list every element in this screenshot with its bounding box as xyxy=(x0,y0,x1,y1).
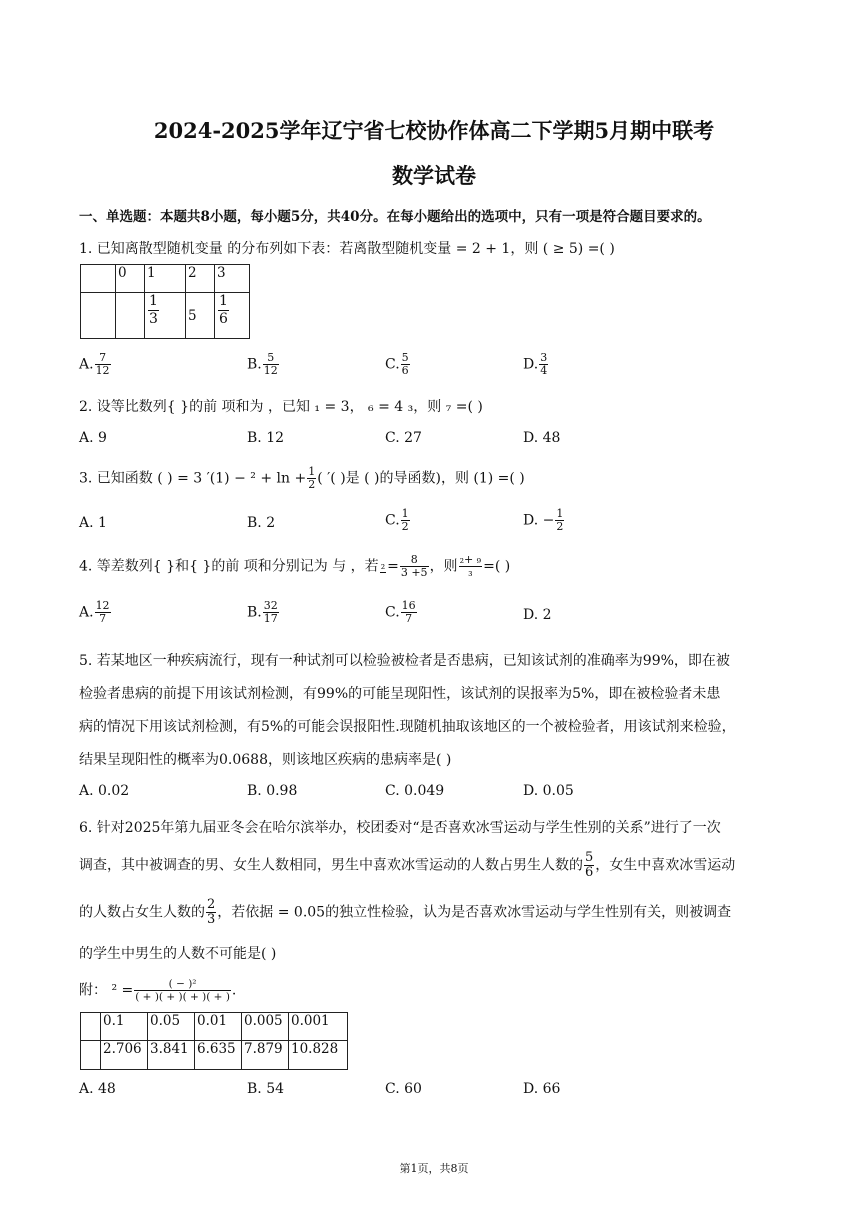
table-cell: 5 xyxy=(186,293,215,339)
q5-line-4: 结果呈现阳性的概率为0.0688，则该地区疾病的患病率是( ) xyxy=(79,752,452,768)
fraction-denominator: 3 xyxy=(149,311,158,327)
q4-option-c: C. $\frac{16}{7}$ xyxy=(385,599,416,625)
q6-line-4: 的学生中男生的人数不可能是( ) xyxy=(79,946,277,962)
table-cell: 3 xyxy=(215,265,250,293)
q2-option-a: A. 9 xyxy=(79,430,107,446)
q1-option-c: C. $\frac{5}{6}$ xyxy=(385,351,409,377)
q6-option-d: D. 66 xyxy=(523,1081,561,1097)
q5-option-b: B. 0.98 xyxy=(247,783,298,799)
q5-option-a: A. 0.02 xyxy=(79,783,130,799)
q1-stem: 1. 已知离散型随机变量 的分布列如下表：若离散型随机变量 = 2 + 1，则 ( ≥ 5) =( ) xyxy=(79,241,615,257)
q3-option-d: D. − $\frac{1}{2}$ xyxy=(523,507,564,533)
q2-option-c: C. 27 xyxy=(385,430,422,446)
q1-option-d: D. $\frac{3}{4}$ xyxy=(523,351,548,377)
q2-option-d: D. 48 xyxy=(523,430,561,446)
table-cell: 10.828 xyxy=(289,1041,348,1070)
fraction-numerator: 1 xyxy=(219,293,228,309)
q3-stem: 3. 已知函数 ( ) = 3 ′(1) − ² + ln + $\frac{1}{2}$ ( ′( )是 ( )的导函数)，则 (1) =( ) xyxy=(79,465,525,491)
q6-formula: 附： ² = $\frac{\text{( − )²}}{( + )( + )( + )( + )}$ . xyxy=(79,978,237,1003)
q6-line-1: 6. 针对2025年第九届亚冬会在哈尔滨举办，校团委对“是否喜欢冰雪运动与学生性别的关系”进行了一次 xyxy=(79,820,721,836)
q5-option-d: D. 0.05 xyxy=(523,783,574,799)
q4-option-d: D. 2 xyxy=(523,607,552,623)
table-cell: 0.1 xyxy=(101,1013,148,1041)
q3-option-a: A. 1 xyxy=(79,515,107,531)
q6-option-c: C. 60 xyxy=(385,1081,422,1097)
table-cell: 0 xyxy=(116,265,145,293)
q3-option-b: B. 2 xyxy=(247,515,276,531)
q1-option-b: B. $\frac{5}{12}$ xyxy=(247,351,278,377)
page-subtitle: 数学试卷 xyxy=(392,163,476,188)
table-cell xyxy=(145,293,186,339)
table-cell: 0.05 xyxy=(148,1013,195,1041)
table-cell: 0.005 xyxy=(242,1013,289,1041)
q5-line-3: 病的情况下用该试剂检测，有5%的可能会误报阳性.现随机抽取该地区的一个被检验者，用该试剂来检验， xyxy=(79,719,736,735)
table-cell xyxy=(81,1013,101,1041)
table-cell: 2.706 xyxy=(101,1041,148,1070)
q4-option-b: B. $\frac{32}{17}$ xyxy=(247,599,278,625)
q2-option-b: B. 12 xyxy=(247,430,285,446)
table-cell: 0.01 xyxy=(195,1013,242,1041)
q6-line-3: 的人数占女生人数的 $\frac{2}{3}$ ，若依据 = 0.05的独立性检验，认为是否喜欢冰雪运动与学生性别有关，则被调查 xyxy=(79,897,732,927)
q1-option-a: A. $\frac{7}{12}$ xyxy=(79,351,110,377)
page-title: 2024-2025学年辽宁省七校协作体高二下学期5月期中联考 xyxy=(153,118,715,143)
table-cell xyxy=(81,1041,101,1070)
q5-option-c: C. 0.049 xyxy=(385,783,445,799)
q4-option-a: A. $\frac{12}{7}$ xyxy=(79,599,110,625)
table-cell: 1 xyxy=(145,265,186,293)
q1-distribution-table xyxy=(80,264,250,339)
table-cell: 6.635 xyxy=(195,1041,242,1070)
q3-option-c: C. $\frac{1}{2}$ xyxy=(385,507,409,533)
table-cell xyxy=(81,293,116,339)
table-cell xyxy=(215,293,250,339)
q4-stem: 4. 等差数列{ }和{ }的前 项和分别记为 与 ，若 ₂ = $\frac{8}{3 +5}$ ，则 $\frac{\text{₂+ ₉}}{\text{₃}}$ =( ) xyxy=(79,553,511,579)
q6-line-2: 调查，其中被调查的男、女生人数相同，男生中喜欢冰雪运动的人数占男生人数的 $\frac{5}{6}$ ，女生中喜欢冰雪运动 xyxy=(79,850,736,880)
section-heading: 一、单选题：本题共8小题，每小题5分，共40分。在每小题给出的选项中，只有一项是符合题目要求的。 xyxy=(79,209,711,225)
q2-stem: 2. 设等比数列{ }的前 项和为 ，已知 ₁ = 3， ₆ = 4 ₃，则 ₇ =( ) xyxy=(79,399,483,415)
table-cell: 2 xyxy=(186,265,215,293)
fraction-numerator: 1 xyxy=(149,293,158,309)
table-cell: 0.001 xyxy=(289,1013,348,1041)
q6-option-a: A. 48 xyxy=(79,1081,116,1097)
table-cell xyxy=(116,293,145,339)
table-cell xyxy=(81,265,116,293)
table-cell: 3.841 xyxy=(148,1041,195,1070)
q6-option-b: B. 54 xyxy=(247,1081,285,1097)
table-cell: 7.879 xyxy=(242,1041,289,1070)
page-footer: 第1页，共8页 xyxy=(399,1162,469,1175)
q5-line-1: 5. 若某地区一种疾病流行，现有一种试剂可以检验被检者是否患病，已知该试剂的准确率为99%，即在被 xyxy=(79,653,730,669)
q6-critical-value-table xyxy=(80,1012,348,1070)
q5-line-2: 检验者患病的前提下用该试剂检测，有99%的可能呈现阳性，该试剂的误报率为5%，即在被检验者未患 xyxy=(79,686,721,702)
fraction-denominator: 6 xyxy=(219,311,228,327)
